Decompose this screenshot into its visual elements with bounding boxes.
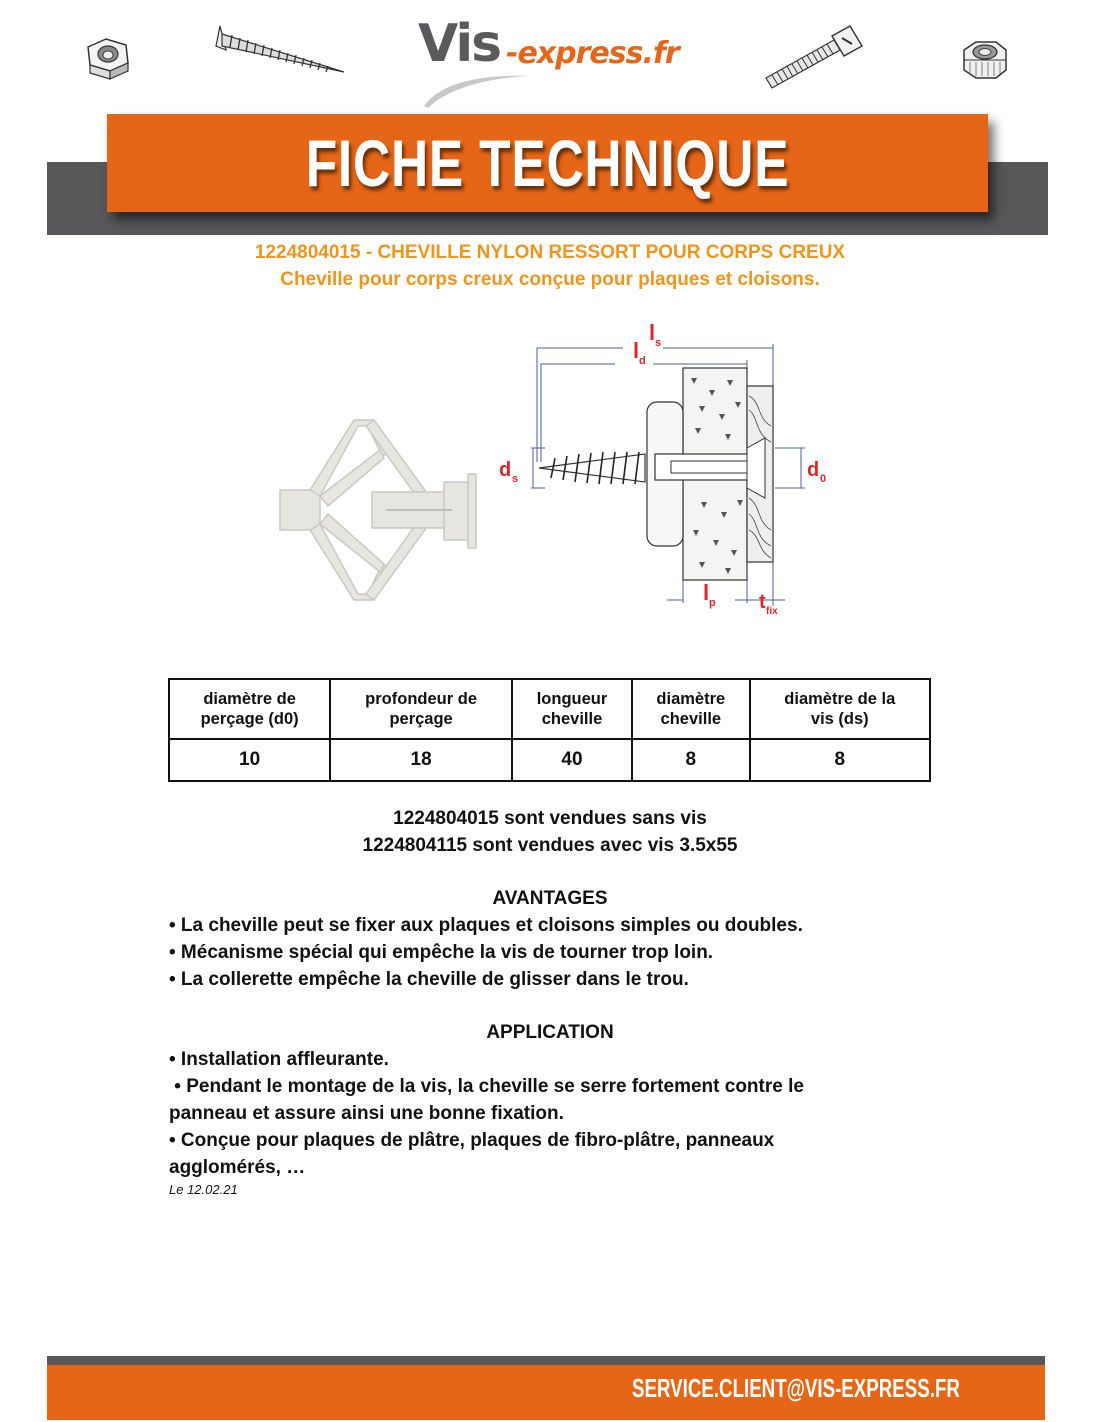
header-line: diamètre <box>656 690 726 708</box>
label-ls: l <box>649 320 656 345</box>
spec-table-value-row <box>169 739 930 781</box>
application-line: • Conçue pour plaques de plâtre, plaques de fibro-plâtre, panneaux <box>169 1130 775 1151</box>
spec-header-cell <box>750 679 930 739</box>
label-lp: l <box>703 580 710 605</box>
product-title: 1224804015 - CHEVILLE NYLON RESSORT POUR CORPS CREUX <box>254 242 846 263</box>
label-tfix: t <box>759 591 766 613</box>
technical-drawing <box>495 318 835 618</box>
avantages-item: • La cheville peut se fixer aux plaques et cloisons simples ou doubles. <box>169 915 803 936</box>
spec-value-cell: 18 <box>330 739 512 781</box>
label-ld-sub: d <box>639 355 646 367</box>
vis-express-logo <box>418 14 688 104</box>
header-line: profondeur de <box>365 690 477 708</box>
header-line: cheville <box>660 710 722 728</box>
label-d0: d <box>807 459 820 481</box>
label-d0-sub: 0 <box>820 473 827 485</box>
header-line: diamètre de la <box>784 690 896 708</box>
spec-header-cell <box>330 679 512 739</box>
footer-email-link[interactable]: SERVICE.CLIENT@VIS-EXPRESS.FR <box>632 1372 960 1403</box>
spec-value-cell: 8 <box>632 739 749 781</box>
label-tfix-sub: fix <box>766 606 778 617</box>
label-lp-sub: p <box>709 597 716 609</box>
application-line: • Pendant le montage de la vis, la cheville se serre fortement contre le <box>169 1076 804 1097</box>
spec-header-cell <box>632 679 749 739</box>
logo-swoosh-icon <box>418 68 538 108</box>
sales-note: 1224804115 sont vendues avec vis 3.5x55 <box>362 835 738 856</box>
header-line: longueur <box>536 690 608 708</box>
spec-header-cell <box>169 679 330 739</box>
avantages-heading: AVANTAGES <box>492 888 608 909</box>
header-line: diamètre de <box>203 690 296 708</box>
avantages-item: • Mécanisme spécial qui empêche la vis de tourner trop loin. <box>169 942 714 963</box>
document-date: Le 12.02.21 <box>169 1182 238 1197</box>
header-line: perçage <box>389 710 453 728</box>
anchor-product-image <box>272 412 492 610</box>
label-ds-sub: s <box>512 473 519 485</box>
sales-note: 1224804015 sont vendues sans vis <box>393 808 707 829</box>
application-line: agglomérés, … <box>169 1157 306 1178</box>
header-line: cheville <box>541 710 603 728</box>
application-line: panneau et assure ainsi une bonne fixation. <box>169 1103 564 1124</box>
application-line: • Installation affleurante. <box>169 1049 389 1070</box>
label-ds: d <box>499 459 512 481</box>
spec-table <box>168 678 931 782</box>
label-ls-sub: s <box>655 337 662 349</box>
wood-screw-icon <box>214 24 349 80</box>
spec-value-cell: 10 <box>169 739 330 781</box>
spec-value-cell: 40 <box>512 739 632 781</box>
footer-gray-band <box>47 1356 1045 1365</box>
page-title: FICHE TECHNIQUE <box>305 126 790 200</box>
hex-nut-icon-right <box>960 38 1010 84</box>
avantages-item: • La collerette empêche la cheville de glisser dans le trou. <box>169 969 689 990</box>
logo-text-main: Vis <box>418 14 501 74</box>
logo-text-suffix: -express.fr <box>506 36 679 71</box>
spec-header-cell <box>512 679 632 739</box>
hex-nut-icon <box>80 33 136 85</box>
footer-email-container <box>560 1365 1045 1411</box>
spec-value-cell: 8 <box>750 739 930 781</box>
product-subtitle: Cheville pour corps creux conçue pour plaques et cloisons. <box>280 269 820 290</box>
label-ld: l <box>633 338 640 363</box>
application-heading: APPLICATION <box>486 1022 614 1043</box>
header-line: perçage (d0) <box>200 710 299 728</box>
header-line: vis (ds) <box>810 710 869 728</box>
machine-screw-icon <box>762 22 864 90</box>
spec-table-header-row <box>169 679 930 739</box>
